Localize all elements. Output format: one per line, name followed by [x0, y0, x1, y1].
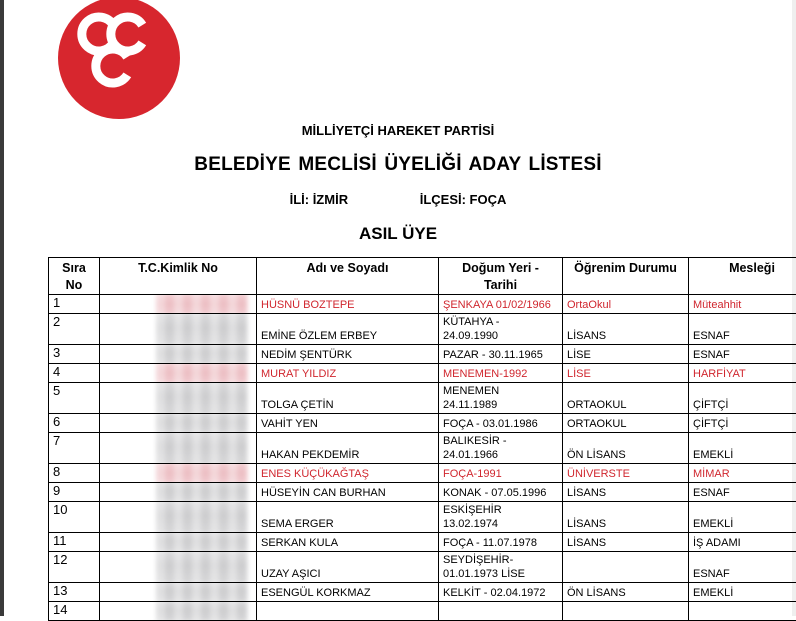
birth-place-date: PAZAR - 30.11.1965 [439, 345, 563, 364]
birth-place-date: SEYDİŞEHİR- 01.01.1973 LİSE [439, 552, 563, 583]
occupation: EMEKLİ [689, 502, 796, 533]
candidate-name: EMİNE ÖZLEM ERBEY [257, 314, 439, 345]
window-edge-left [0, 0, 4, 616]
table-row [49, 364, 796, 383]
occupation: MİMAR [689, 464, 796, 483]
tc-number-redacted [100, 502, 257, 533]
row-number: 8 [49, 464, 100, 483]
header-birth: Doğum Yeri - Tarihi [439, 258, 563, 295]
occupation: ÇİFTÇİ [689, 383, 796, 414]
occupation: ÇİFTÇİ [689, 414, 796, 433]
occupation [689, 602, 796, 621]
education: LİSANS [563, 483, 689, 502]
redaction-blur [156, 345, 248, 364]
row-number: 5 [49, 383, 100, 414]
row-number: 10 [49, 502, 100, 533]
tc-number-redacted [100, 414, 257, 433]
candidate-name: ESENGÜL KORKMAZ [257, 583, 439, 602]
candidate-name: UZAY AŞICI [257, 552, 439, 583]
district-label: İLÇESİ: FOÇA [420, 192, 507, 207]
candidate-name: TOLGA ÇETİN [257, 383, 439, 414]
table-row [49, 414, 796, 433]
candidate-name: ENES KÜÇÜKAĞTAŞ [257, 464, 439, 483]
table-row [49, 295, 796, 314]
education: LİSE [563, 364, 689, 383]
tc-number-redacted [100, 345, 257, 364]
row-number: 2 [49, 314, 100, 345]
education: ORTAOKUL [563, 414, 689, 433]
party-logo [56, 0, 182, 120]
row-number: 3 [49, 345, 100, 364]
education: LİSE [563, 345, 689, 364]
tc-number-redacted [100, 433, 257, 464]
header-occupation: Mesleği [689, 258, 796, 295]
row-number: 1 [49, 295, 100, 314]
occupation: Müteahhit [689, 295, 796, 314]
birth-place-date: KELKİT - 02.04.1972 [439, 583, 563, 602]
row-number: 14 [49, 602, 100, 621]
party-name: MİLLİYETÇİ HAREKET PARTİSİ [0, 123, 796, 138]
redaction-blur [156, 502, 248, 533]
table-row [49, 483, 796, 502]
redaction-blur [156, 433, 248, 464]
education: LİSANS [563, 314, 689, 345]
redaction-blur [156, 583, 248, 602]
redaction-blur [156, 483, 248, 502]
header-no: Sıra No [49, 258, 100, 295]
education: ÖN LİSANS [563, 433, 689, 464]
birth-place-date [439, 602, 563, 621]
occupation: EMEKLİ [689, 583, 796, 602]
tc-number-redacted [100, 533, 257, 552]
redaction-blur [156, 414, 248, 433]
table-header-row [49, 258, 796, 295]
occupation: İŞ ADAMI [689, 533, 796, 552]
province-label: İLİ: İZMİR [290, 192, 349, 207]
redaction-blur [156, 602, 248, 621]
candidate-name: NEDİM ŞENTÜRK [257, 345, 439, 364]
education: LİSANS [563, 533, 689, 552]
redaction-blur [156, 383, 248, 414]
tc-number-redacted [100, 483, 257, 502]
candidate-name: SERKAN KULA [257, 533, 439, 552]
candidate-name: HAKAN PEKDEMİR [257, 433, 439, 464]
candidate-name: MURAT YILDIZ [257, 364, 439, 383]
header-education: Öğrenim Durumu [563, 258, 689, 295]
birth-place-date: KONAK - 07.05.1996 [439, 483, 563, 502]
education: OrtaOkul [563, 295, 689, 314]
table-row [49, 602, 796, 621]
candidate-name: HÜSNÜ BOZTEPE [257, 295, 439, 314]
birth-place-date: FOÇA-1991 [439, 464, 563, 483]
location-line [0, 192, 796, 207]
education [563, 602, 689, 621]
birth-place-date: MENEMEN 24.11.1989 [439, 383, 563, 414]
occupation: EMEKLİ [689, 433, 796, 464]
tc-number-redacted [100, 383, 257, 414]
row-number: 4 [49, 364, 100, 383]
education [563, 552, 689, 583]
candidate-name [257, 602, 439, 621]
row-number: 13 [49, 583, 100, 602]
table-row [49, 345, 796, 364]
redaction-blur [156, 533, 248, 552]
row-number: 9 [49, 483, 100, 502]
occupation: ESNAF [689, 345, 796, 364]
birth-place-date: FOÇA - 03.01.1986 [439, 414, 563, 433]
candidate-name: VAHİT YEN [257, 414, 439, 433]
tc-number-redacted [100, 364, 257, 383]
occupation: ESNAF [689, 314, 796, 345]
occupation: ESNAF [689, 552, 796, 583]
tc-number-redacted [100, 583, 257, 602]
birth-place-date: ESKİŞEHİR 13.02.1974 [439, 502, 563, 533]
tc-number-redacted [100, 314, 257, 345]
document-title: BELEDİYE MECLİSİ ÜYELİĞİ ADAY LİSTESİ [0, 154, 796, 176]
table-row [49, 464, 796, 483]
redaction-blur [156, 552, 248, 583]
tc-number-redacted [100, 552, 257, 583]
table-row [49, 583, 796, 602]
candidate-name: HÜSEYİN CAN BURHAN [257, 483, 439, 502]
table-row [49, 433, 796, 464]
redaction-blur [156, 314, 248, 345]
birth-place-date: MENEMEN-1992 [439, 364, 563, 383]
candidate-table [48, 257, 796, 621]
occupation: ESNAF [689, 483, 796, 502]
row-number: 11 [49, 533, 100, 552]
candidate-name: SEMA ERGER [257, 502, 439, 533]
education: ÜNİVERSTE [563, 464, 689, 483]
table-row [49, 552, 796, 583]
table-row [49, 533, 796, 552]
header-tc: T.C.Kimlik No [100, 258, 257, 295]
row-number: 12 [49, 552, 100, 583]
row-number: 7 [49, 433, 100, 464]
birth-place-date: FOÇA - 11.07.1978 [439, 533, 563, 552]
tc-number-redacted [100, 295, 257, 314]
table-row [49, 502, 796, 533]
row-number: 6 [49, 414, 100, 433]
redaction-blur [156, 364, 248, 383]
birth-place-date: ŞENKAYA 01/02/1966 [439, 295, 563, 314]
redaction-blur [156, 295, 248, 314]
section-title: ASIL ÜYE [0, 224, 796, 244]
tc-number-redacted [100, 464, 257, 483]
redaction-blur [156, 464, 248, 483]
tc-number-redacted [100, 602, 257, 621]
education: ORTAOKUL [563, 383, 689, 414]
education: ÖN LİSANS [563, 583, 689, 602]
birth-place-date: BALIKESİR - 24.01.1966 [439, 433, 563, 464]
occupation: HARFİYAT [689, 364, 796, 383]
education: LİSANS [563, 502, 689, 533]
header-name: Adı ve Soyadı [257, 258, 439, 295]
birth-place-date: KÜTAHYA - 24.09.1990 [439, 314, 563, 345]
table-row [49, 314, 796, 345]
table-row [49, 383, 796, 414]
